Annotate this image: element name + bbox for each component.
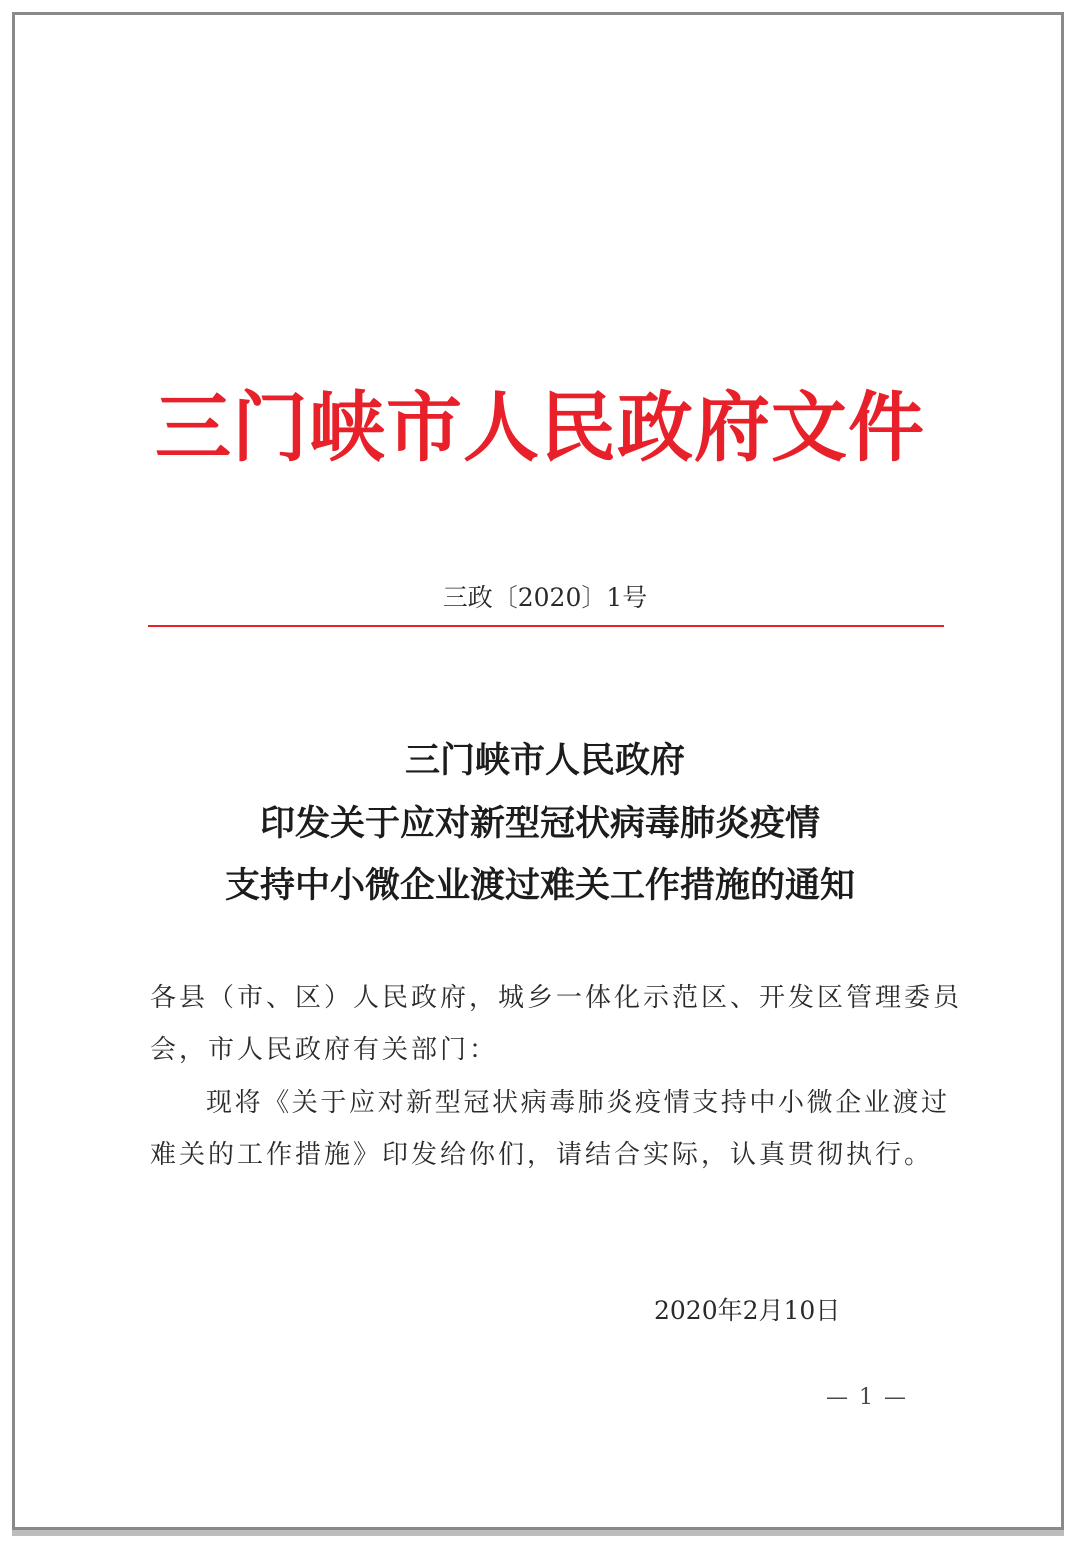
body-paragraph-line-1: 现将《关于应对新型冠状病毒肺炎疫情支持中小微企业渡过 [206, 1088, 950, 1118]
red-divider-line [148, 625, 944, 627]
page-bottom-edge [12, 1530, 1064, 1536]
document-number: 三政〔2020〕1号 [442, 583, 648, 612]
recipient-line-1: 各县（市、区）人民政府，城乡一体化示范区、开发区管理委员 [150, 983, 963, 1013]
document-header-title: 三门峡市人民政府文件 [155, 383, 925, 472]
issue-date: 2020年2月10日 [654, 1296, 841, 1325]
recipient-line-2: 会，市人民政府有关部门： [150, 1035, 499, 1065]
notice-title-line-2: 印发关于应对新型冠状病毒肺炎疫情 [259, 803, 820, 844]
notice-title-line-1: 三门峡市人民政府 [404, 740, 685, 781]
page-number: — 1 — [826, 1385, 908, 1410]
notice-title-line-3: 支持中小微企业渡过难关工作措施的通知 [224, 865, 855, 906]
body-paragraph-line-2: 难关的工作措施》印发给你们，请结合实际，认真贯彻执行。 [150, 1140, 934, 1170]
